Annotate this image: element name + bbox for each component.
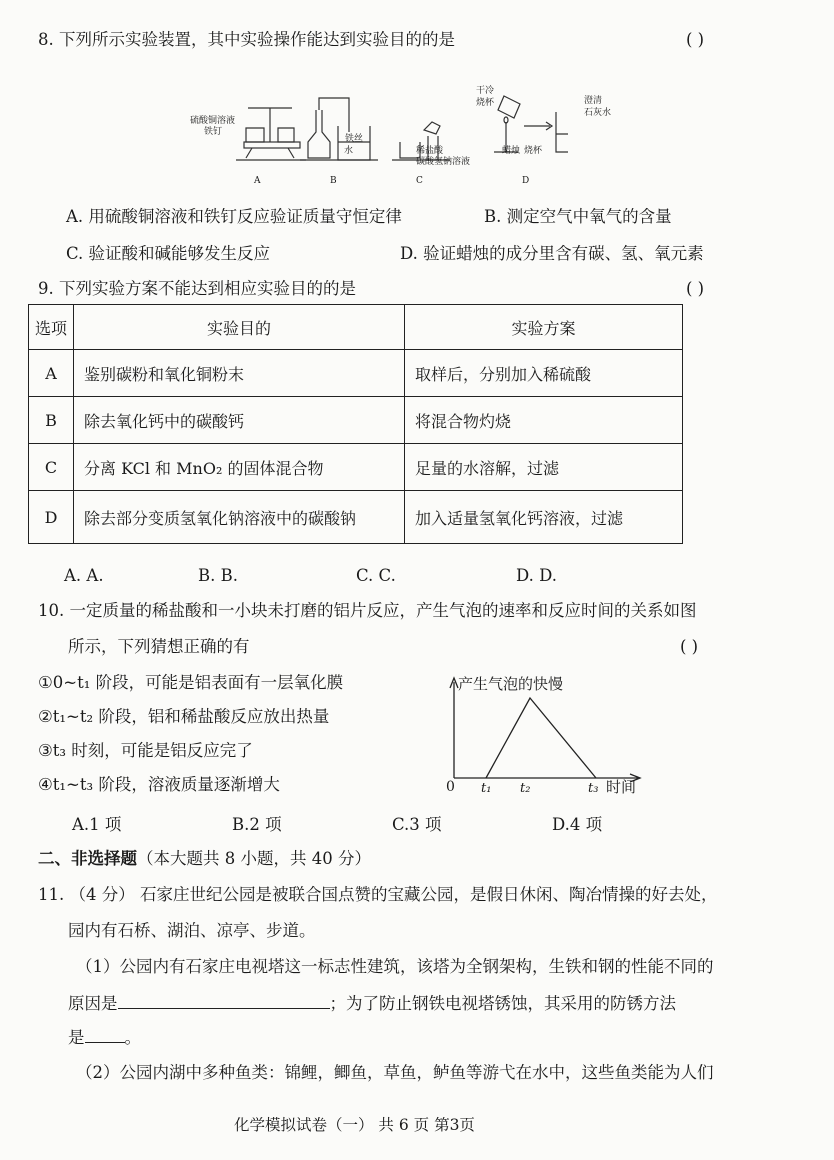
apparatus-d-candle (494, 96, 568, 152)
table-cell: A (29, 350, 74, 397)
apparatus-d-note5: 蜡烛 (502, 146, 521, 156)
apparatus-d-note2: 烧杯 (476, 98, 495, 108)
apparatus-c-note2: 碳酸氢钠溶液 (416, 157, 471, 167)
q9-table (28, 304, 683, 544)
q8-option-a: A. 用硫酸铜溶液和铁钉反应验证质量守恒定律 (66, 207, 402, 226)
q9-stem: 9. 下列实验方案不能达到相应实验目的的是 (38, 279, 356, 298)
graph-y-label: 产生气泡的快慢 (458, 675, 564, 693)
q11-p1-line1: （1）公园内有石家庄电视塔这一标志性建筑，该塔为全钢架构，生铁和钢的性能不同的 (76, 957, 714, 976)
q9-option-a: A. A. (64, 566, 104, 585)
table-header-cell: 实验目的 (74, 305, 405, 350)
q8-stem: 8. 下列所示实验装置，其中实验操作能达到实验目的的是 (38, 30, 455, 49)
page-footer: 化学模拟试卷（一） 共 6 页 第3页 (234, 1116, 475, 1134)
apparatus-a-balance (236, 108, 306, 160)
q11-answer-blank-1[interactable] (118, 992, 330, 1009)
q10-option-b: B.2 项 (232, 815, 282, 834)
q11-p1-text-c: 是 (68, 1028, 85, 1047)
q9-option-d: D. D. (516, 566, 558, 585)
q10-stem-line1: 10. 一定质量的稀盐酸和一小块未打磨的铝片反应，产生气泡的速率和反应时间的关系如图 (38, 601, 697, 620)
graph-origin: 0 (446, 779, 455, 795)
q10-option-a: A.1 项 (72, 815, 122, 834)
apparatus-a-note1: 硫酸铜溶液 (190, 116, 236, 126)
q11-p1-line3 (68, 1026, 141, 1049)
table-cell: 鉴别碳粉和氧化铜粉末 (74, 350, 405, 397)
section-2-heading (38, 848, 371, 870)
graph-tick-t1: t₁ (481, 781, 492, 796)
q11-line2: 园内有石桥、湖泊、凉亭、步道。 (68, 921, 316, 940)
graph-tick-t3: t₃ (588, 781, 599, 796)
section-2-title: 二、非选择题 (38, 849, 137, 868)
graph-x-label: 时间 (606, 778, 637, 796)
q8-bracket: ( ) (686, 30, 705, 49)
q8-option-d: D. 验证蜡烛的成分里含有碳、氢、氧元素 (400, 244, 704, 263)
table-cell: B (29, 397, 74, 444)
graph-tick-t2: t₂ (520, 781, 531, 796)
q9-option-c: C. C. (356, 566, 396, 585)
q8-option-c: C. 验证酸和碱能够发生反应 (66, 244, 271, 263)
q11-p2-line1: （2）公园内湖中多种鱼类：锦鲤，鲫鱼，草鱼，鲈鱼等游弋在水中，这些鱼类能为人们 (76, 1063, 714, 1082)
section-2-note: （本大题共 8 小题，共 40 分） (137, 849, 371, 868)
table-row (29, 444, 683, 491)
q10-statement-2: ②t₁~t₂ 阶段，铝和稀盐酸反应放出热量 (38, 707, 330, 726)
table-row (29, 491, 683, 544)
table-cell: 足量的水溶解，过滤 (405, 444, 683, 491)
q8-option-b: B. 测定空气中氧气的含量 (484, 207, 672, 226)
q10-statement-3: ③t₃ 时刻，可能是铝反应完了 (38, 741, 253, 760)
apparatus-c-note1: 稀盐酸 (416, 146, 444, 156)
apparatus-d-note4: 石灰水 (584, 108, 612, 118)
q11-p1-line2 (68, 992, 676, 1015)
apparatus-a-label: A (254, 176, 261, 186)
apparatus-a-note2: 铁钉 (204, 127, 223, 137)
table-cell: 除去氧化钙中的碳酸钙 (74, 397, 405, 444)
apparatus-d-label: D (522, 176, 530, 186)
q10-stem-line2: 所示，下列猜想正确的有 (68, 637, 250, 656)
q11-p1-text-d: 。 (124, 1028, 141, 1047)
table-row (29, 350, 683, 397)
table-cell: C (29, 444, 74, 491)
table-cell: 取样后，分别加入稀硫酸 (405, 350, 683, 397)
apparatus-b-note2: 水 (344, 146, 354, 156)
apparatus-b-note1: 铁丝 (345, 134, 364, 144)
apparatus-d-note3: 澄清 (584, 96, 603, 106)
apparatus-b-label: B (330, 176, 337, 186)
q11-answer-blank-2[interactable] (85, 1026, 125, 1043)
apparatus-c-label: C (416, 176, 423, 186)
q11-line1: 11. （4 分） 石家庄世纪公园是被联合国点赞的宝藏公园，是假日休闲、陶冶情操的好去处， (38, 885, 718, 904)
apparatus-d-note6: 烧杯 (524, 146, 543, 156)
graph-curve (486, 698, 596, 778)
q11-p1-text-a: 原因是 (68, 994, 118, 1013)
q9-bracket: ( ) (686, 279, 705, 298)
apparatus-b-flask (300, 98, 378, 160)
table-header-row (29, 305, 683, 350)
q10-option-d: D.4 项 (552, 815, 603, 834)
table-row (29, 397, 683, 444)
table-cell: 除去部分变质氢氧化钠溶液中的碳酸钠 (74, 491, 405, 544)
apparatus-d-note1: 干冷 (476, 86, 495, 96)
table-cell: 加入适量氢氧化钙溶液，过滤 (405, 491, 683, 544)
table-header-cell: 实验方案 (405, 305, 683, 350)
q10-statement-1: ①0~t₁ 阶段，可能是铝表面有一层氧化膜 (38, 673, 344, 692)
q9-option-b: B. B. (198, 566, 238, 585)
q10-statement-4: ④t₁~t₃ 阶段，溶液质量逐渐增大 (38, 775, 280, 794)
q10-option-c: C.3 项 (392, 815, 442, 834)
q10-bracket: ( ) (680, 637, 699, 656)
q11-p1-text-b: ；为了防止钢铁电视塔锈蚀，其采用的防锈方法 (329, 994, 676, 1013)
table-cell: 将混合物灼烧 (405, 397, 683, 444)
table-cell: D (29, 491, 74, 544)
table-cell: 分离 KCl 和 MnO₂ 的固体混合物 (74, 444, 405, 491)
q8-apparatus-figure (188, 86, 568, 192)
table-header-cell: 选项 (29, 305, 74, 350)
